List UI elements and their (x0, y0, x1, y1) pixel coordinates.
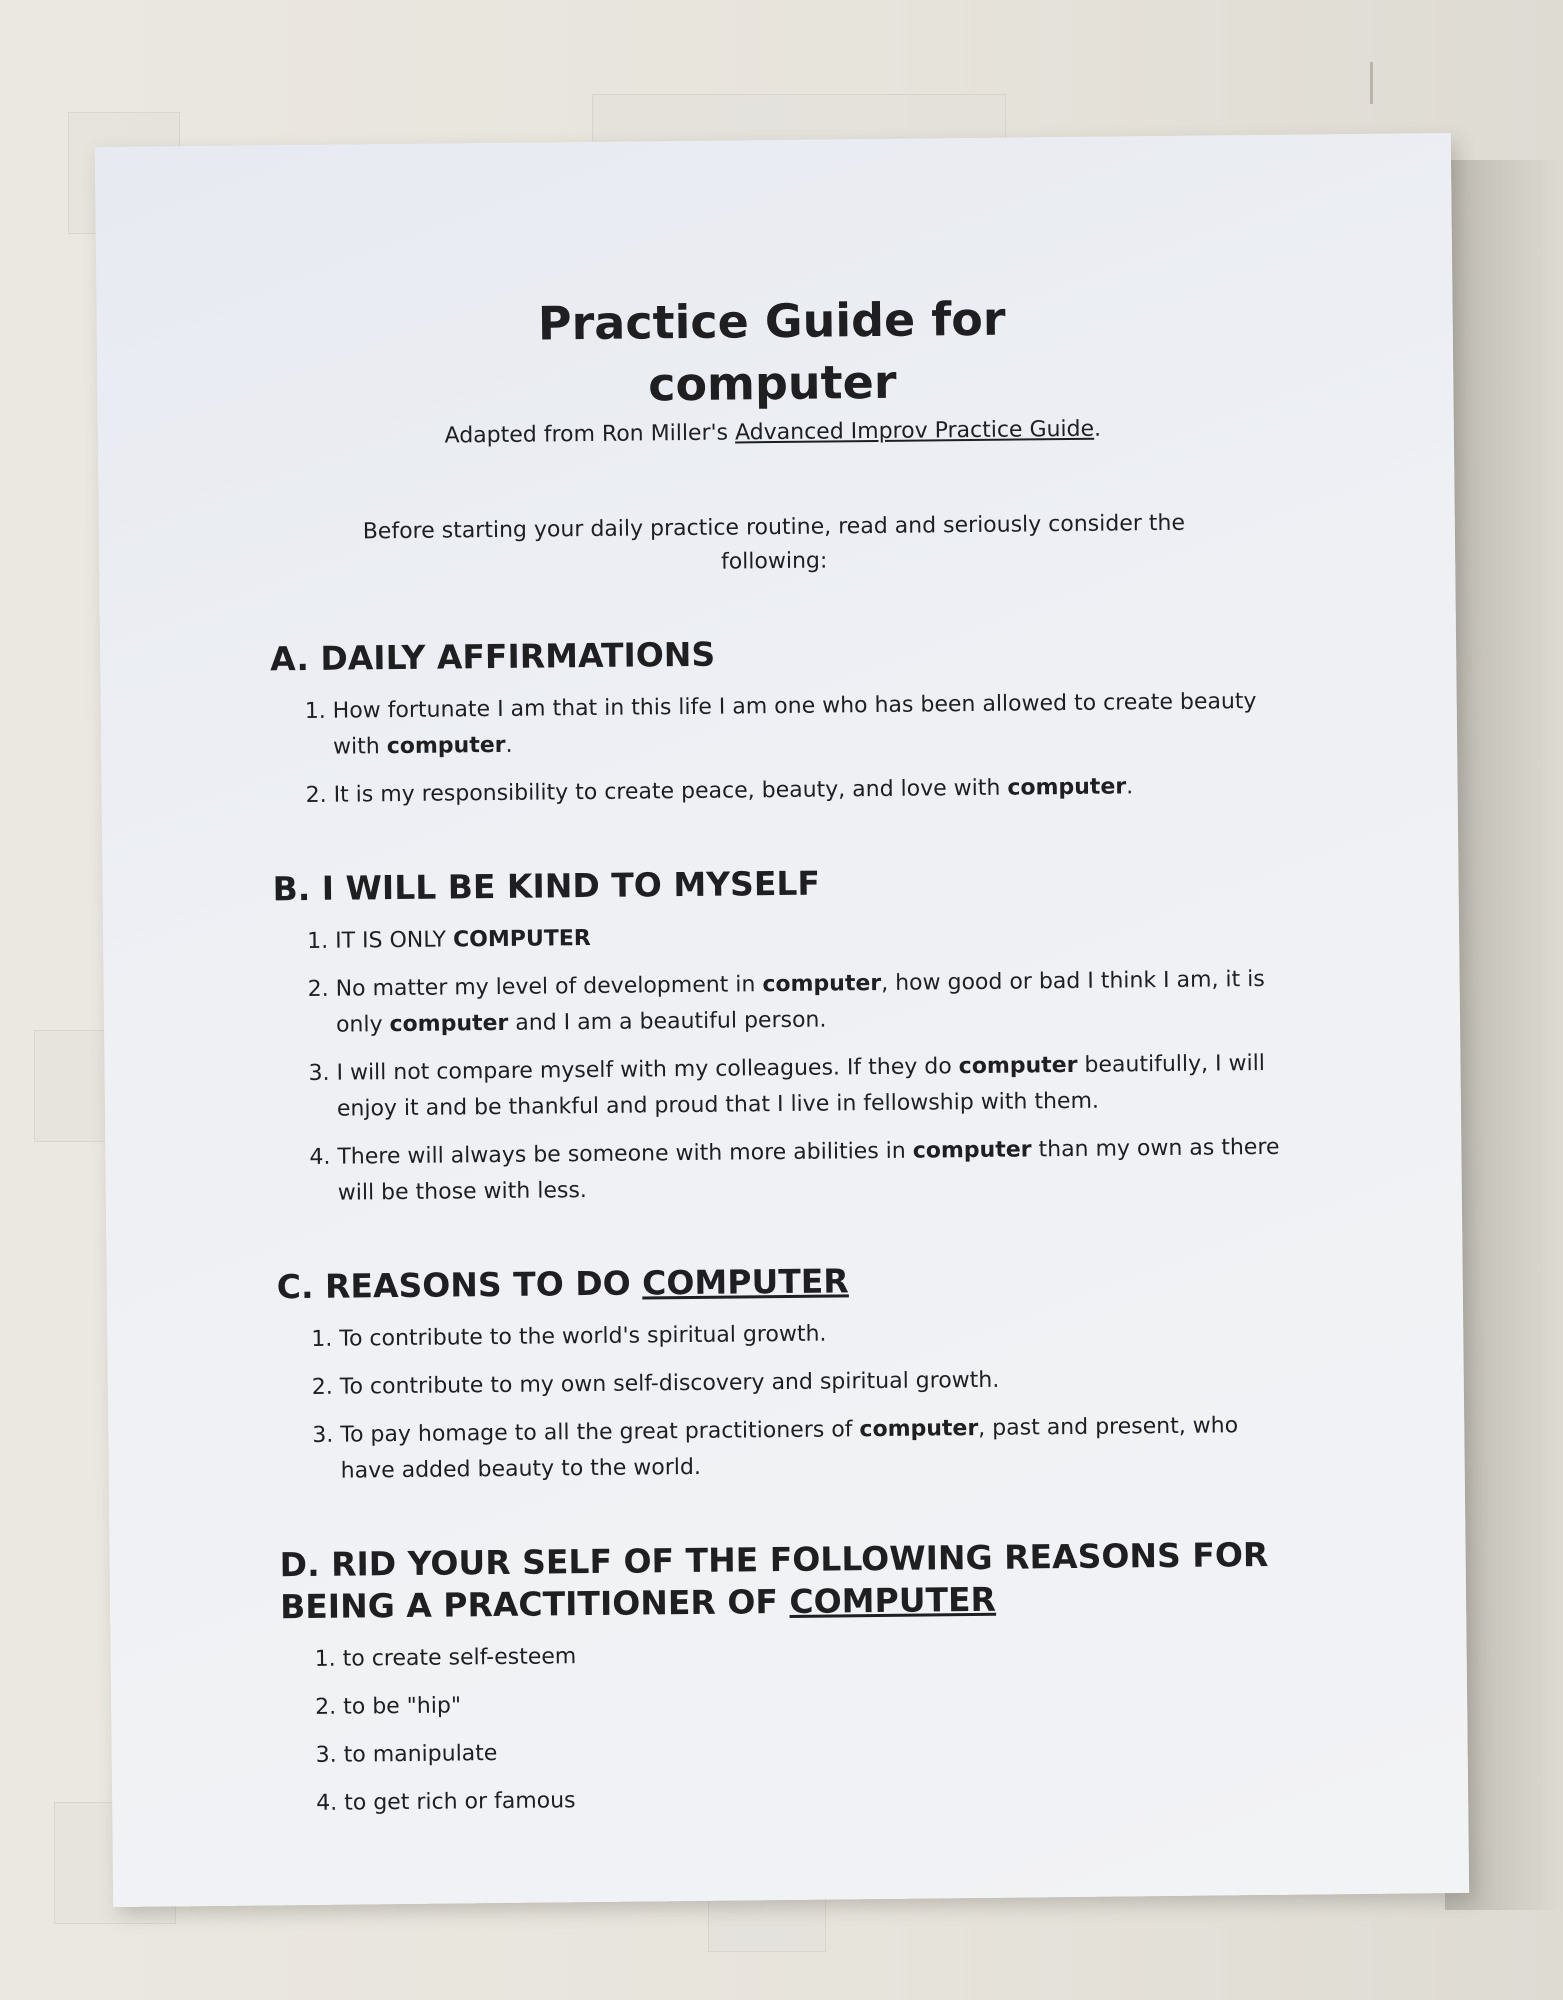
item-text: There will always be someone with more abilities in (337, 1138, 913, 1170)
item-text: IT IS ONLY (335, 927, 454, 954)
item-emphasis: computer (859, 1415, 979, 1443)
item-text: to be "hip" (343, 1693, 462, 1720)
page-title (266, 285, 1277, 420)
section-a-heading: A. DAILY AFFIRMATIONS (269, 634, 716, 679)
section-b-heading: B. I WILL BE KIND TO MYSELF (272, 863, 821, 909)
title-line-2: computer (647, 354, 897, 412)
item-text: , how good or bad I think I am, it is only (335, 966, 1265, 1038)
item-text: How fortunate I am that in this life I am one who has been allowed to create beauty with (332, 689, 1257, 760)
heading-text: C. REASONS TO DO (276, 1263, 643, 1307)
section-b-list (273, 914, 1286, 1213)
section-d-heading (279, 1534, 1290, 1629)
item-text: and I am a beautiful person. (508, 1007, 827, 1036)
item-text: To pay homage to all the great practitioners of (340, 1417, 860, 1448)
subtitle-prefix: Adapted from Ron Miller's (444, 420, 736, 449)
list-item (343, 1728, 1291, 1774)
section-c-heading (277, 1256, 1287, 1309)
item-text: It is my responsibility to create peace, beauty, and love with (333, 775, 1008, 808)
list-item (339, 1312, 1287, 1358)
item-text: . (1126, 774, 1134, 800)
heading-underlined: COMPUTER (641, 1261, 849, 1303)
heading-underlined: COMPUTER (789, 1579, 997, 1621)
heading-text: D. RID YOUR SELF OF THE FOLLOWING REASONS FOR BEING A PRACTITIONER OF (279, 1534, 1269, 1627)
section-c (277, 1256, 1289, 1491)
section-a-list (271, 684, 1282, 815)
section-a (270, 628, 1282, 815)
item-emphasis: computer (958, 1052, 1078, 1080)
document-content (266, 285, 1292, 1834)
item-text: to get rich or famous (344, 1788, 576, 1816)
item-text: than my own as there will be those with less. (337, 1134, 1280, 1206)
list-item (340, 1408, 1289, 1490)
item-text: beautifully, I will enjoy it and be thankful and proud that I live in fellowship with them. (336, 1050, 1266, 1122)
list-item (343, 1680, 1291, 1726)
item-text: , past and present, who have added beauty to the world. (340, 1413, 1239, 1484)
subtitle-source-title: Advanced Improv Practice Guide (734, 416, 1095, 446)
section-d-list (280, 1632, 1292, 1823)
section-c-list (277, 1312, 1289, 1491)
intro-text: Before starting your daily practice routine, read and seriously consider the following: (362, 510, 1186, 575)
list-item (337, 1130, 1286, 1212)
item-text: No matter my level of development in (335, 972, 763, 1002)
item-emphasis: computer (389, 1010, 509, 1038)
item-emphasis: computer (762, 970, 882, 998)
item-text: to create self-esteem (342, 1644, 577, 1672)
item-emphasis: computer (386, 732, 506, 760)
paper-sheet (95, 133, 1469, 1907)
item-emphasis: computer (1007, 774, 1127, 801)
item-text: to manipulate (343, 1741, 498, 1768)
item-text: To contribute to my own self-discovery and spiritual growth. (339, 1367, 1000, 1400)
item-emphasis: computer (912, 1137, 1032, 1164)
subtitle-suffix: . (1093, 416, 1102, 442)
item-text: To contribute to the world's spiritual growth. (339, 1321, 827, 1352)
title-line-1: Practice Guide for (537, 291, 1006, 351)
list-item (340, 1360, 1288, 1406)
wall-mark (1370, 62, 1373, 104)
list-item (344, 1776, 1292, 1822)
item-text: . (505, 732, 513, 758)
list-item (333, 768, 1281, 814)
list-item (342, 1632, 1290, 1678)
list-item (335, 914, 1283, 960)
item-text: I will not compare myself with my colleagues. If they do (336, 1054, 959, 1086)
list-item (335, 962, 1284, 1044)
list-item (336, 1046, 1285, 1128)
subtitle (268, 415, 1278, 451)
list-item (333, 684, 1282, 766)
section-d (279, 1534, 1292, 1823)
item-emphasis: COMPUTER (452, 925, 591, 953)
section-b (272, 858, 1286, 1213)
